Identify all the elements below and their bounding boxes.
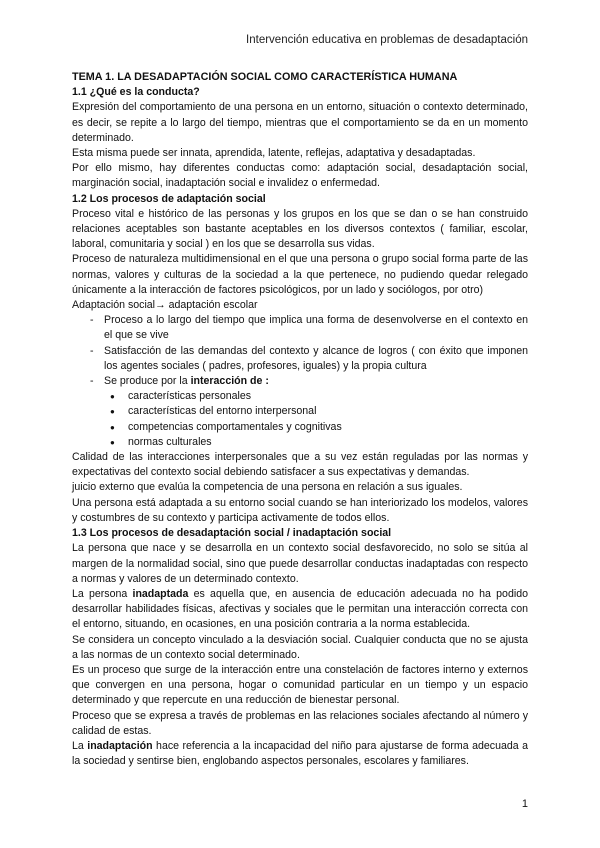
- bold-term: inadaptada: [132, 587, 189, 600]
- paragraph: Esta misma puede ser innata, aprendida, latente, reflejas, adaptativa y desadaptadas.: [72, 147, 476, 160]
- text-run: es aquella que, en ausencia de educación adecuada no ha podido desarrollar habilidades físicas, afectivas y sociales que le permitan una interacción correcta con el entorno, situando, en ocasiones, en una posición contraria a la norma establecida.: [72, 587, 528, 631]
- paragraph: Expresión del comportamiento de una persona en un entorno, situación o contexto determinado, es decir, se repite a lo largo del tiempo, mientras que el comportamiento se da en un momento determinado.: [72, 101, 528, 144]
- paragraph: [72, 587, 528, 633]
- paragraph: Es un proceso que surge de la interacción entre una constelación de factores interno y externos que convergen en una persona, hogar o comunidad particular en un tiempo y un espacio determinado y que repercute en una reducción de bienestar personal.: [72, 663, 528, 707]
- paragraph: Proceso vital e histórico de las personas y los grupos en los que se dan o se han construido relaciones aceptables son bastante aceptables en los diversos contextos ( familiar, escolar, laboral, comunitaria y social ) en los que se desarrolla sus vidas.: [72, 207, 528, 251]
- paragraph: Por ello mismo, hay diferentes conductas como: adaptación social, desadaptación social, marginación social, inadaptación social e invalidez o enfermedad.: [72, 162, 528, 190]
- paragraph: Adaptación social→ adaptación escolar: [72, 299, 258, 312]
- bullet-item: ● características personales: [104, 389, 528, 404]
- paragraph: Una persona está adaptada a su entorno social cuando se han interiorizado los modelos, valores y costumbres de su contexto y participa activamente de todos ellos.: [72, 496, 528, 524]
- dash-list-item: - Satisfacción de las demandas del contexto y alcance de logros ( con éxito que imponen los agentes sociales ( padres, profesores, iguales) y la propia cultura: [72, 344, 528, 374]
- bullet-item: ● características del entorno interpersonal: [104, 404, 528, 419]
- paragraph: Proceso de naturaleza multidimensional en el que una persona o grupo social forma parte de las normas, valores y culturas de la sociedad a la que pertenece, no pudiendo quedar relegado únicamente a la interacción de factores psicológicos, por un lado y sociólogos, por otro): [72, 253, 528, 296]
- section-heading-1-2: 1.2 Los procesos de adaptación social: [72, 192, 266, 205]
- text-run: La: [72, 739, 88, 752]
- page-number: 1: [521, 798, 528, 810]
- dash-list: [72, 313, 528, 450]
- dash-list-item: [72, 374, 528, 450]
- dash-item-text: Se produce por la: [104, 375, 191, 388]
- page-content: [72, 70, 528, 769]
- paragraph: [72, 739, 528, 769]
- paragraph: Proceso que se expresa a través de problemas en las relaciones sociales afectando al número y calidad de estas.: [72, 709, 528, 737]
- text-run: La persona: [72, 587, 133, 600]
- bullet-item: ● competencias comportamentales y cognitivas: [104, 420, 528, 435]
- paragraph: juicio externo que evalúa la competencia de una persona en relación a sus iguales.: [72, 481, 463, 494]
- chapter-title: TEMA 1. LA DESADAPTACIÓN SOCIAL COMO CARACTERÍSTICA HUMANA: [72, 71, 458, 83]
- dash-list-item: - Proceso a lo largo del tiempo que implica una forma de desenvolverse en el contexto en el que se vive: [72, 313, 528, 343]
- bold-term: inadaptación: [87, 739, 153, 752]
- running-header: Intervención educativa en problemas de desadaptación: [246, 34, 528, 46]
- dash-item-bold: interacción de :: [190, 375, 269, 388]
- paragraph: Calidad de las interacciones interpersonales que a su vez están reguladas por las normas y expectativas del contexto social debiendo satisfacer a sus expectativas y demandas.: [72, 451, 528, 479]
- section-heading-1-1: 1.1 ¿Qué es la conducta?: [72, 86, 200, 99]
- bullet-item: ● normas culturales: [104, 435, 528, 450]
- bullet-list: [104, 389, 528, 450]
- paragraph: La persona que nace y se desarrolla en un contexto social desfavorecido, no solo se sitúa al margen de la normalidad social, sino que puede desarrollar conductas inadaptadas con respecto a normas y valores de un determinado contexto.: [72, 542, 528, 585]
- text-run: hace referencia a la incapacidad del niño para ajustarse de forma adecuada a la sociedad y sentirse bien, englobando aspectos personales, escolares y familiares.: [72, 739, 528, 768]
- section-heading-1-3: 1.3 Los procesos de desadaptación social / inadaptación social: [72, 527, 392, 540]
- paragraph: Se considera un concepto vinculado a la desviación social. Cualquier conducta que no se ajusta a las normas de un contexto social determinado.: [72, 633, 528, 661]
